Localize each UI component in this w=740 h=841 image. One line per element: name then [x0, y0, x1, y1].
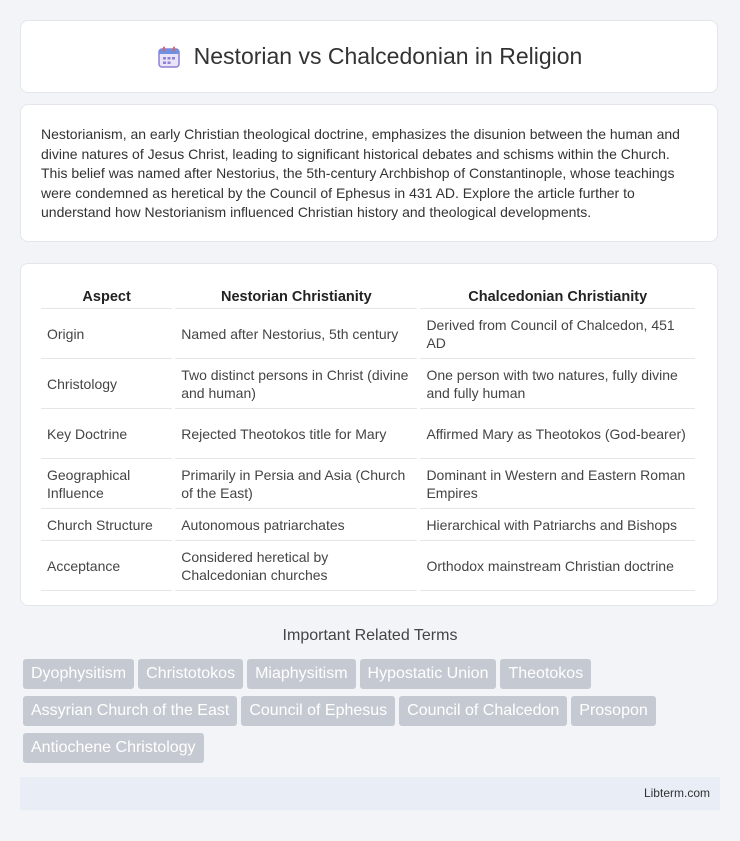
table-cell: Orthodox mainstream Christian doctrine: [420, 541, 695, 591]
term-tag[interactable]: Council of Chalcedon: [399, 696, 567, 726]
table-row: [41, 459, 695, 509]
term-tag[interactable]: Christotokos: [138, 659, 243, 689]
footer-site-link[interactable]: Libterm.com: [643, 786, 710, 800]
table-row: [41, 509, 695, 541]
term-tag[interactable]: Prosopon: [571, 696, 656, 726]
table-row: [41, 541, 695, 591]
table-cell: Dominant in Western and Eastern Roman Empires: [420, 459, 695, 509]
intro-text: Nestorianism, an early Christian theological doctrine, emphasizes the disunion between the human and divine natures of Jesus Christ, leading to significant historical debates and schisms within the Church. This belief was named after Nestorius, the 5th-century Archbishop of Constantinople, whose teachings were condemned as heretical by the Council of Ephesus in 431 AD. Explore the article further to understand how Nestorianism influenced Christian history and theological developments.: [41, 126, 680, 221]
column-header: Nestorian Christianity: [175, 282, 417, 309]
term-tag[interactable]: Dyophysitism: [23, 659, 134, 689]
table-cell: Christology: [41, 359, 172, 409]
comparison-table: [38, 282, 698, 591]
comparison-table-card: [20, 263, 718, 606]
related-terms-heading: Important Related Terms: [282, 627, 458, 644]
related-terms-list: [23, 659, 723, 770]
table-cell: One person with two natures, fully divine and fully human: [420, 359, 695, 409]
table-cell: Rejected Theotokos title for Mary: [175, 409, 417, 459]
term-tag[interactable]: Assyrian Church of the East: [23, 696, 237, 726]
table-cell: Two distinct persons in Christ (divine and human): [175, 359, 417, 409]
term-tag[interactable]: Miaphysitism: [247, 659, 355, 689]
table-row: [41, 409, 695, 459]
table-cell: Hierarchical with Patriarchs and Bishops: [420, 509, 695, 541]
table-row: [41, 359, 695, 409]
table-cell: Origin: [41, 309, 172, 359]
column-header: Chalcedonian Christianity: [420, 282, 695, 309]
term-tag[interactable]: Theotokos: [500, 659, 591, 689]
table-cell: Key Doctrine: [41, 409, 172, 459]
table-cell: Acceptance: [41, 541, 172, 591]
table-cell: Church Structure: [41, 509, 172, 541]
table-cell: Geographical Influence: [41, 459, 172, 509]
column-header: Aspect: [41, 282, 172, 309]
term-tag[interactable]: Antiochene Christology: [23, 733, 204, 763]
table-cell: Named after Nestorius, 5th century: [175, 309, 417, 359]
table-cell: Primarily in Persia and Asia (Church of the East): [175, 459, 417, 509]
footer: [20, 777, 720, 810]
term-tag[interactable]: Council of Ephesus: [241, 696, 395, 726]
table-cell: Autonomous patriarchates: [175, 509, 417, 541]
table-cell: Considered heretical by Chalcedonian churches: [175, 541, 417, 591]
table-cell: Derived from Council of Chalcedon, 451 AD: [420, 309, 695, 359]
page-title: Nestorian vs Chalcedonian in Religion: [193, 43, 583, 69]
header-card: [20, 20, 718, 93]
table-cell: Affirmed Mary as Theotokos (God-bearer): [420, 409, 695, 459]
calendar-icon: [156, 44, 182, 70]
term-tag[interactable]: Hypostatic Union: [360, 659, 497, 689]
table-row: [41, 309, 695, 359]
intro-card: [20, 104, 718, 242]
table-header-row: [41, 282, 695, 309]
